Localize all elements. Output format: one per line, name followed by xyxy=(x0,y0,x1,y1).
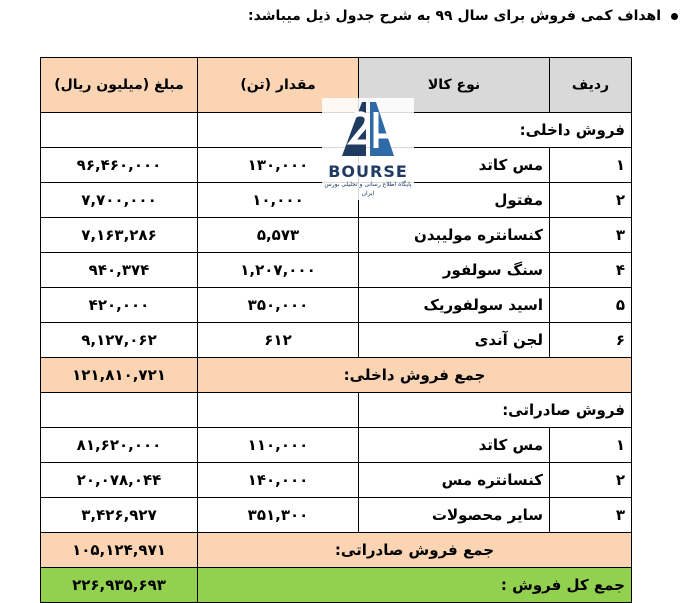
amount-value: ۹,۱۲۷,۰۶۲ xyxy=(41,323,198,358)
empty-cell xyxy=(41,113,198,148)
subtotal-amount-export: ۱۰۵,۱۲۴,۹۷۱ xyxy=(41,533,198,568)
quantity-value: ۶۱۲ xyxy=(198,323,359,358)
section-title-domestic: فروش داخلی: xyxy=(359,113,632,148)
section-row-export xyxy=(41,393,632,428)
row-number: ۳ xyxy=(550,218,632,253)
row-number: ۲ xyxy=(550,463,632,498)
product-name: مس کاتد xyxy=(359,428,550,463)
amount-value: ۳,۴۲۶,۹۲۷ xyxy=(41,498,198,533)
empty-cell xyxy=(41,393,198,428)
bullet-icon xyxy=(671,13,678,20)
row-number: ۴ xyxy=(550,253,632,288)
bourse-watermark xyxy=(322,98,414,200)
amount-value: ۲۰,۰۷۸,۰۴۴ xyxy=(41,463,198,498)
subtotal-amount-domestic: ۱۲۱,۸۱۰,۷۲۱ xyxy=(41,358,198,393)
row-number: ۵ xyxy=(550,288,632,323)
amount-value: ۸۱,۶۲۰,۰۰۰ xyxy=(41,428,198,463)
quantity-value: ۳۵۱,۳۰۰ xyxy=(198,498,359,533)
subtotal-label-domestic: جمع فروش داخلی: xyxy=(198,358,632,393)
row-number: ۲ xyxy=(550,183,632,218)
subtotal-row-domestic xyxy=(41,358,632,393)
product-name: کنسانتره مس xyxy=(359,463,550,498)
quantity-value: ۳۵۰,۰۰۰ xyxy=(198,288,359,323)
quantity-value: ۵,۵۷۳ xyxy=(198,218,359,253)
subtotal-row-export xyxy=(41,533,632,568)
row-number: ۱ xyxy=(550,428,632,463)
grand-total-label: جمع کل فروش : xyxy=(198,568,632,603)
product-name: سایر محصولات xyxy=(359,498,550,533)
quantity-value: ۱۴۰,۰۰۰ xyxy=(198,463,359,498)
quantity-value: ۱۱۰,۰۰۰ xyxy=(198,428,359,463)
grand-total-amount: ۲۲۶,۹۳۵,۶۹۳ xyxy=(41,568,198,603)
table-row xyxy=(41,323,632,358)
header-product-type: نوع کالا xyxy=(359,58,550,113)
quantity-value: ۱۰,۰۰۰ xyxy=(198,183,359,218)
grand-total-row xyxy=(41,568,632,603)
row-number: ۱ xyxy=(550,148,632,183)
table-row xyxy=(41,463,632,498)
table-row xyxy=(41,498,632,533)
subtotal-label-export: جمع فروش صادراتی: xyxy=(198,533,632,568)
header-row-no: ردیف xyxy=(550,58,632,113)
amount-value: ۹۶,۴۶۰,۰۰۰ xyxy=(41,148,198,183)
product-name: کنسانتره مولیبدن xyxy=(359,218,550,253)
table-row xyxy=(41,428,632,463)
amount-value: ۹۴۰,۳۷۴ xyxy=(41,253,198,288)
amount-value: ۷,۷۰۰,۰۰۰ xyxy=(41,183,198,218)
table-row xyxy=(41,288,632,323)
product-name: اسید سولفوریک xyxy=(359,288,550,323)
product-name: مس کاتد xyxy=(359,148,550,183)
watermark-subtitle: پایگاه اطلاع رسانی و تحلیلی بورس ایران xyxy=(324,181,412,197)
product-name: مفتول xyxy=(359,183,550,218)
row-number: ۳ xyxy=(550,498,632,533)
amount-value: ۷,۱۶۳,۲۸۶ xyxy=(41,218,198,253)
empty-cell xyxy=(198,393,359,428)
intro-text: اهداف کمی فروش برای سال ۹۹ به شرح جدول ذیل میباشد: xyxy=(248,8,661,24)
table-row xyxy=(41,218,632,253)
amount-value: ۴۲۰,۰۰۰ xyxy=(41,288,198,323)
product-name: لجن آندی xyxy=(359,323,550,358)
quantity-value: ۱,۲۰۷,۰۰۰ xyxy=(198,253,359,288)
product-name: سنگ سولفور xyxy=(359,253,550,288)
header-quantity: مقدار (تن) xyxy=(198,58,359,113)
bourse-logo-icon xyxy=(336,98,400,160)
quantity-value: ۱۳۰,۰۰۰ xyxy=(198,148,359,183)
header-amount: مبلغ (میلیون ریال) xyxy=(41,58,198,113)
watermark-brand: BOURSE xyxy=(328,162,408,181)
intro-line xyxy=(0,6,678,26)
section-title-export: فروش صادراتی: xyxy=(359,393,632,428)
row-number: ۶ xyxy=(550,323,632,358)
table-row xyxy=(41,253,632,288)
